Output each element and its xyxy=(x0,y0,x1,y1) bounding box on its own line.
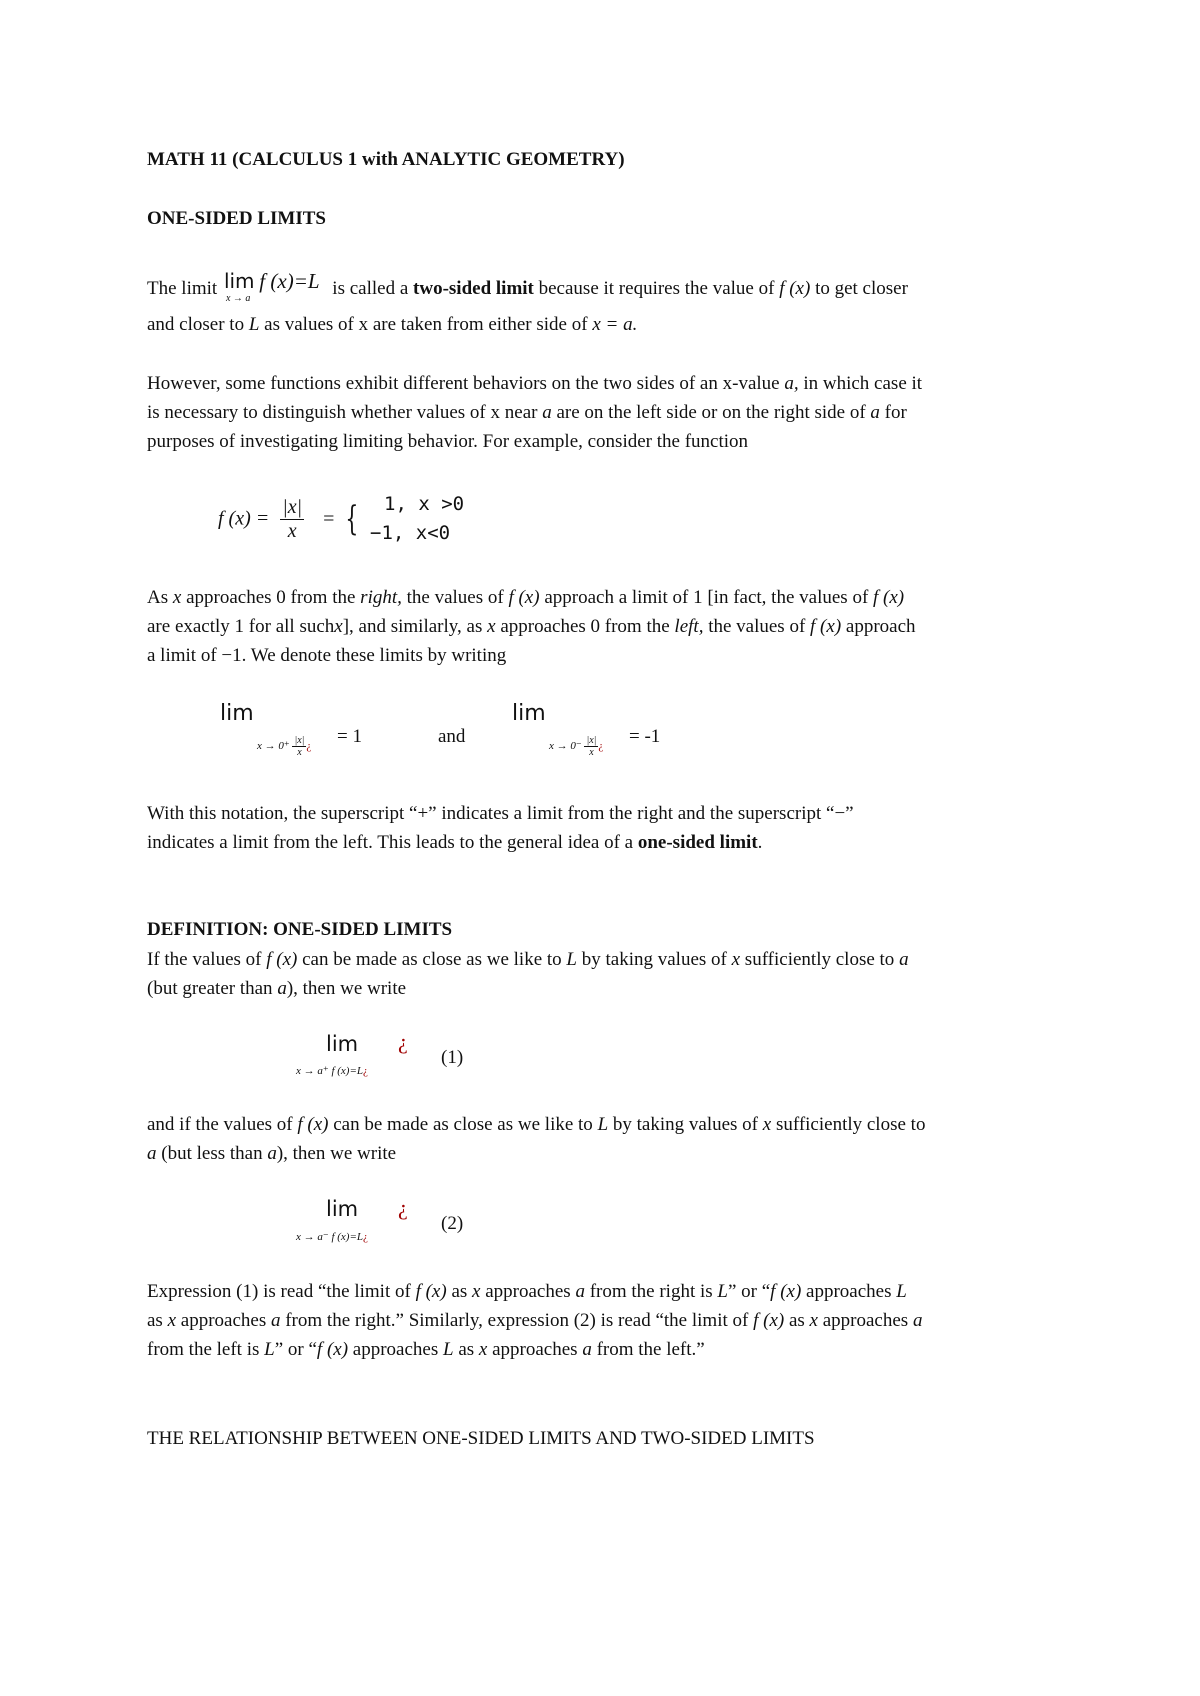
definition-line3: and if the values of f (x) can be made as close as we like to L by taking values of x sufficiently close to xyxy=(147,1114,926,1135)
limit-expression: lim x → a xyxy=(223,269,255,304)
term-two-sided-limit: two-sided limit xyxy=(413,278,534,299)
lim-right-value: = 1 xyxy=(337,726,362,747)
paragraph-expression-line3: from the left is L” or “f (x) approaches L as x approaches a from the left.” xyxy=(147,1339,705,1360)
paragraph-as-x-line3: a limit of −1. We denote these limits by writing xyxy=(147,645,507,666)
eq2-lim: lim xyxy=(326,1197,359,1221)
paragraph-expression-line2: as x approaches a from the right.” Similarly, expression (2) is read “the limit of f (x) as x approaches a xyxy=(147,1310,923,1331)
paragraph-however-line1: However, some functions exhibit different behaviors on the two sides of an x-value a, in which case it xyxy=(147,373,923,394)
definition-line2: (but greater than a), then we write xyxy=(147,978,407,999)
paragraph-however-line3: purposes of investigating limiting behavior. For example, consider the function xyxy=(147,431,749,452)
eq2-glyph: ¿ xyxy=(398,1195,408,1220)
paragraph-as-x-line1: As x approaches 0 from the right, the values of f (x) approach a limit of 1 [in fact, the values of f (x) xyxy=(147,587,905,608)
and-word: and xyxy=(438,726,466,747)
eq1-number: (1) xyxy=(441,1047,464,1068)
lim-right: lim xyxy=(512,701,546,726)
paragraph-notation-line2: indicates a limit from the left. This leads to the general idea of a one-sided limit. xyxy=(147,832,763,853)
definition-line4: a (but less than a), then we write xyxy=(147,1143,397,1164)
lim-left-value: = -1 xyxy=(629,726,661,747)
left-brace: { xyxy=(345,499,359,539)
definition-heading: DEFINITION: ONE-SIDED LIMITS xyxy=(147,919,453,940)
eq2-subscript: x → a⁻ f (x)=L¿ xyxy=(296,1231,368,1243)
lim-left: lim xyxy=(220,701,254,726)
eq1-lim: lim xyxy=(326,1032,359,1056)
paragraph-two-sided-line1: The limit lim x → a f (x)=L is called a two-sided limit because it requires the value of f (x) to get closer xyxy=(147,269,908,304)
course-title: MATH 11 (CALCULUS 1 with ANALYTIC GEOMETRY) xyxy=(147,149,625,170)
paragraph-however-line2: is necessary to distinguish whether values of x near a are on the left side or on the right side of a for xyxy=(147,402,907,423)
paragraph-two-sided-line2: and closer to L as values of x are taken from either side of x = a. xyxy=(147,314,638,335)
piecewise-cases: 1, x >0 −1, x<0 xyxy=(370,493,465,544)
eq1-subscript: x → a⁺ f (x)=L¿ xyxy=(296,1065,368,1077)
section-heading: ONE-SIDED LIMITS xyxy=(147,208,326,229)
eq1-glyph: ¿ xyxy=(398,1029,408,1054)
eq2-number: (2) xyxy=(441,1213,464,1234)
paragraph-expression-line1: Expression (1) is read “the limit of f (x) as x approaches a from the right is L” or “f (x) approaches L xyxy=(147,1281,907,1302)
definition-line1: If the values of f (x) can be made as close as we like to L by taking values of x sufficiently close to a xyxy=(147,949,909,970)
paragraph-notation-line1: With this notation, the superscript “+” indicates a limit from the right and the superscript “−” xyxy=(147,803,854,824)
term-one-sided-limit: one-sided limit xyxy=(637,832,758,853)
lim-left-sided-sub: x → 0⁻ $\frac{|x|}{x}$ ¿ xyxy=(549,735,604,758)
paragraph-as-x-line2: are exactly 1 for all suchx], and similarly, as x approaches 0 from the left, the values of f (x) approach xyxy=(147,616,916,637)
abs-x-over-x: $\frac{|x|}{x}$ xyxy=(282,495,303,542)
lim-right-sided-sub: x → 0⁺ $\frac{|x|}{x}$ ¿ xyxy=(257,735,312,758)
piecewise-function: f (x) = $\frac{|x|}{x}$ = { 1, x >0 −1, x<0 xyxy=(218,490,464,548)
section-relationship-heading: THE RELATIONSHIP BETWEEN ONE-SIDED LIMITS AND TWO-SIDED LIMITS xyxy=(147,1428,815,1449)
